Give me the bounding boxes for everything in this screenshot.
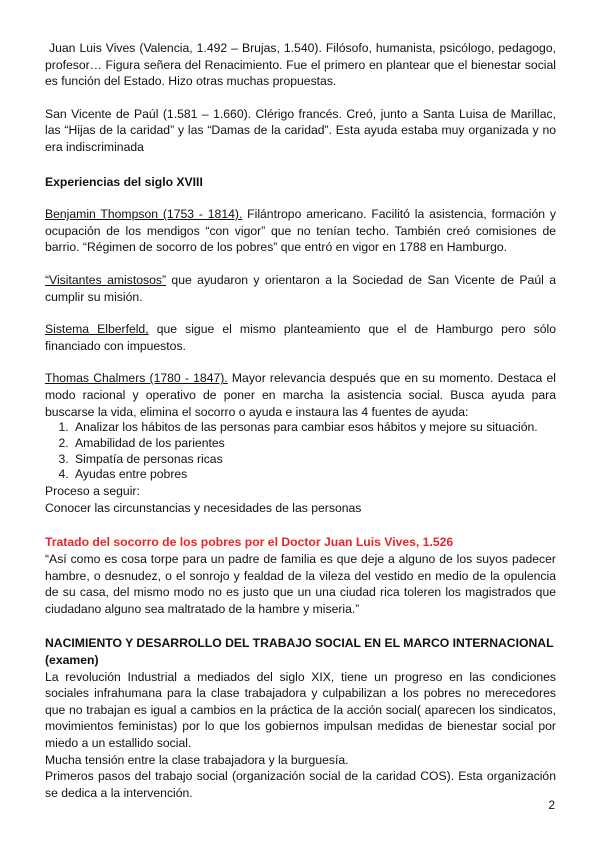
conocer-line: Conocer las circunstancias y necesidades de las personas bbox=[45, 500, 362, 515]
list-item: 4. Ayudas entre pobres bbox=[72, 467, 556, 483]
vives-name: Juan Luis Vives bbox=[49, 41, 136, 55]
section-heading-xviii: Experiencias del siglo XVIII bbox=[45, 174, 203, 189]
thompson-label: Benjamin Thompson (1753 - 1814). bbox=[45, 207, 243, 222]
proceso-line: Proceso a seguir: bbox=[45, 484, 140, 499]
nacimiento-paragraph-3: Primeros pasos del trabajo social (organización social de la caridad COS). Esta organización se dedica a la intervención. bbox=[45, 769, 556, 800]
vicente-paragraph: San Vicente de Paúl (1.581 – 1.660). Clérigo francés. Creó, junto a Santa Luisa de Marillac, las “Hijas de la caridad” y las “Damas de la caridad”. Esta ayuda estaba muy organizada y no era indiscriminada bbox=[45, 106, 556, 154]
document-page bbox=[45, 40, 556, 801]
elberfeld-label: Sistema Elberfeld, bbox=[45, 322, 149, 337]
list-item: 1. Analizar los hábitos de las personas para cambiar esos hábitos y mejore su situación. bbox=[72, 420, 556, 436]
vives-text: (Valencia, 1.492 – Brujas, 1.540). Filósofo, humanista, psicólogo, pedagogo, profesor… Figura señera del Renacimiento. Fue el primero en plantear que el bienestar social es función del Estado. Hizo otras muchas propuestas. bbox=[45, 41, 557, 89]
ayuda-list bbox=[45, 420, 556, 483]
elberfeld-paragraph bbox=[45, 321, 556, 354]
nacimiento-paragraph-1: La revolución Industrial a mediados del siglo XIX, tiene un progreso en las condiciones sociales infrahumana para la clase trabajadora y culpabilizan a los pobres no merecedores que no trabajan es igual a cambios en la práctica de la acción social( aparecen los sindicatos, movimientos feministas) por lo que los gobiernos impulsan medidas de bienestar social por miedo a un estallido social. bbox=[45, 669, 556, 750]
list-item: 2. Amabilidad de los parientes bbox=[72, 436, 556, 452]
vives-paragraph bbox=[45, 40, 556, 90]
list-item: 3. Simpatía de personas ricas bbox=[72, 452, 556, 468]
nacimiento-paragraph-2: Mucha tensión entre la clase trabajadora y la burguesía. bbox=[45, 752, 349, 767]
chalmers-paragraph bbox=[45, 370, 556, 420]
chalmers-label: Thomas Chalmers (1780 - 1847). bbox=[45, 371, 228, 386]
tratado-heading: Tratado del socorro de los pobres por el Doctor Juan Luis Vives, 1.526 bbox=[45, 535, 454, 550]
thompson-paragraph bbox=[45, 206, 556, 256]
nacimiento-heading: NACIMIENTO Y DESARROLLO DEL TRABAJO SOCIAL EN EL MARCO INTERNACIONAL bbox=[45, 636, 554, 651]
elberfeld-text: que sigue el mismo planteamiento que el de Hamburgo pero sólo financiado con impuestos. bbox=[45, 322, 556, 353]
page-number: 2 bbox=[548, 798, 555, 812]
thompson-text: Filántropo americano. Facilitó la asistencia, formación y ocupación de los mendigos “con vigor” que no tenían techo. También creó comisiones de barrio. “Régimen de socorro de los pobres” que entró en vigor en 1788 en Hamburgo. bbox=[45, 207, 556, 255]
visitantes-paragraph bbox=[45, 272, 556, 305]
tratado-quote: “Así como es cosa torpe para un padre de familia es que deje a alguno de los suyos padecer hambre, o desnudez, o el sonrojo y fealdad de la vileza del vestido en medio de la opulencia de su casa, del mismo modo no es justo que un una ciudad rica toleren los magistrados que ciudadano alguno sea maltratado de la hambre y miseria.” bbox=[45, 552, 556, 616]
chalmers-text: Mayor relevancia después que en su momento. Destaca el modo racional y operativo de poner en marcha la asistencia social. Busca ayuda para buscarse la vida, elimina el socorro o ayuda e instaura las 4 fuentes de ayuda: bbox=[45, 371, 556, 419]
visitantes-label: “Visitantes amistosos” bbox=[45, 272, 167, 287]
visitantes-text: que ayudaron y orientaron a la Sociedad de San Vicente de Paúl a cumplir su misión. bbox=[45, 272, 556, 304]
examen-note: (examen) bbox=[45, 653, 99, 668]
